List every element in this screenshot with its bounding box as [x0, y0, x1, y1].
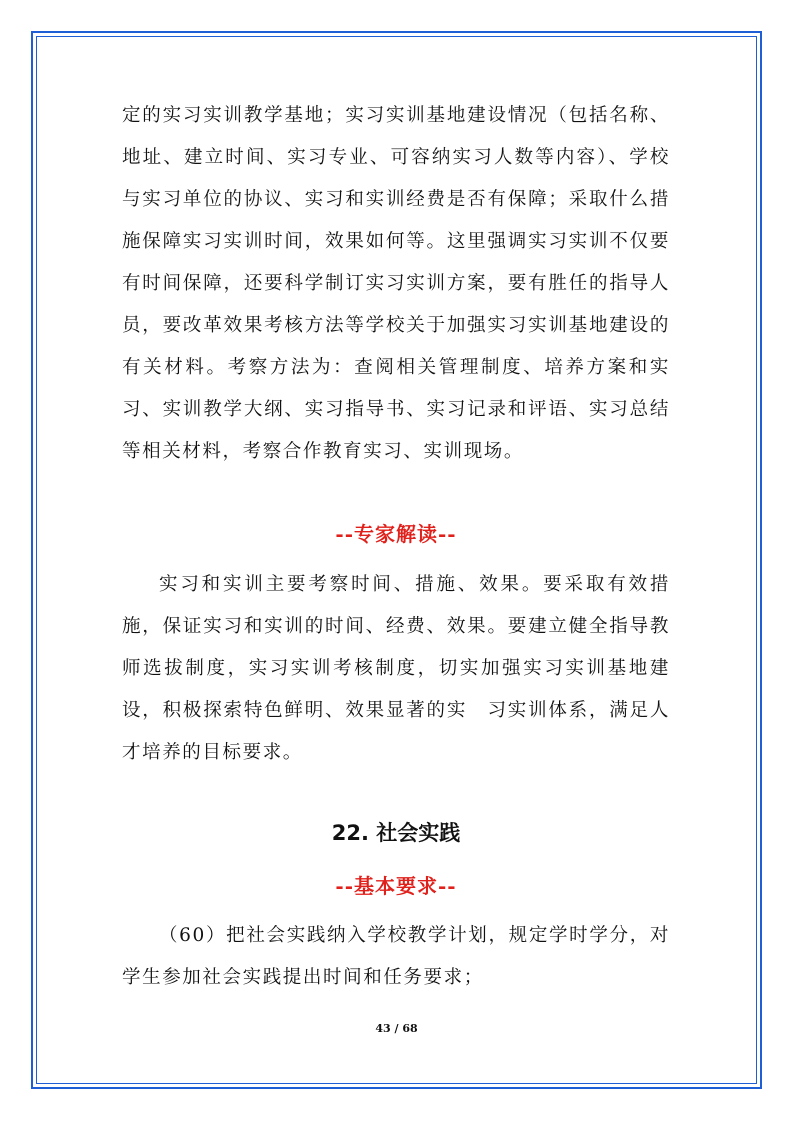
heading-expert-interpretation: --专家解读-- [335, 522, 457, 546]
paragraph-expert-interpretation: 实习和实训主要考察时间、措施、效果。要采取有效措施，保证实习和实训的时间、经费、效果。要建立健全指导教师选拔制度，实习实训考核制度，切实加强实习实训基地建设，积极探索特色鲜明、效果显著的实 习实训体系，满足人才培养的目标要求。 [122, 574, 670, 763]
paragraph-practice-base: 定的实习实训教学基地；实习实训基地建设情况（包括名称、地址、建立时间、实习专业、可容纳实习人数等内容）、学校与实习单位的协议、实习和实训经费是否有保障；采取什么措施保障实习实训时间，效果如何等。这里强调实习实训不仅要有时间保障，还要科学制订实习实训方案，要有胜任的指导人员，要改革效果考核方法等学校关于加强实习实训基地建设的有关材料。考察方法为：查阅相关管理制度、培养方案和实习、实训教学大纲、实习指导书、实习记录和评语、实习总结等相关材料，考察合作教育实习、实训现场。 [122, 105, 670, 462]
heading-basic-requirements: --基本要求-- [335, 874, 457, 898]
page-number: 43 / 68 [375, 1022, 418, 1035]
paragraph-requirement-60: （60）把社会实践纳入学校教学计划，规定学时学分，对学生参加社会实践提出时间和任务要求； [122, 925, 670, 988]
section-title-social-practice: 22. 社会实践 [331, 821, 461, 845]
